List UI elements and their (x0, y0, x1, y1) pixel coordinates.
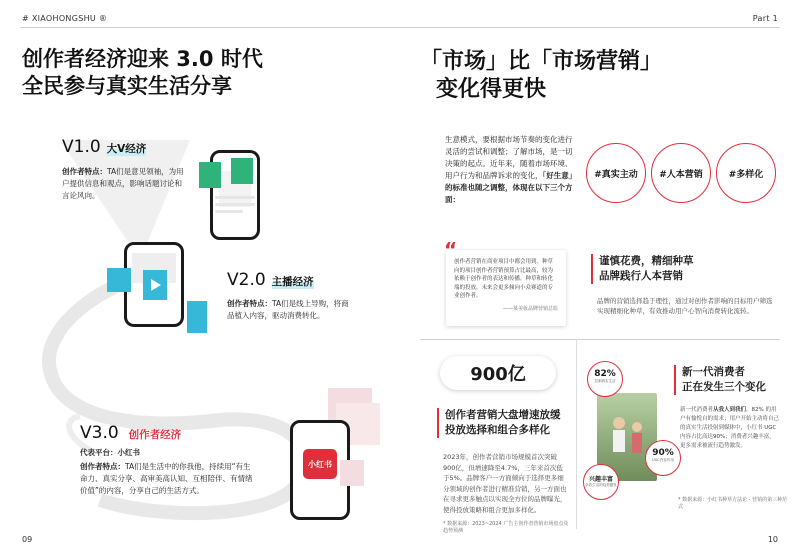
quote-card (444, 238, 566, 326)
tag-pill-2: #人本营销 (651, 143, 711, 203)
xhs-logo: 小红书 (303, 449, 337, 479)
v3-platform-name: 小红书 (117, 448, 140, 457)
badge-90-sub: UGC内容作用 (652, 458, 674, 462)
sec2-note: * 数据来源：2023~2024 广告主创作者营销市场盘点及趋势预测 (443, 521, 569, 534)
brand-header: # XIAOHONGSHU ® (22, 14, 108, 23)
v2-label: 创作者特点： (227, 299, 272, 308)
blue-block (107, 268, 131, 292)
blue-block (187, 301, 207, 333)
sec1-heading (591, 254, 694, 284)
v3-heading (80, 423, 181, 443)
tag-pill-1: #真实主动 (586, 143, 646, 203)
sec3-title-2: 正在发生三个变化 (682, 381, 766, 393)
sec2-heading (437, 408, 561, 438)
sec3-body (680, 406, 780, 451)
v2-tag: 主播经济 (271, 276, 314, 288)
page-number-right: 10 (767, 535, 778, 544)
badge-rich-sub: 多彩生活的趋势激发 (585, 483, 617, 487)
sec2-title-2: 投放选择和组合多样化 (445, 424, 550, 436)
part-label: Part 1 (752, 14, 778, 23)
sec3-body-c: 。82% 的用户有愉悦自的需求；用户开始主动将自己的真实生活投射到媒体中，小红书 UGC 内容占比高达90%；消费者兴趣丰富，更多需求被流行趋势激发。 (680, 407, 780, 449)
intro-body: 生意模式，要根据市场节奏的变化进行灵活的尝试和调整；了解市场，是一切决策的起点。近年来，随着市场环境、用户行为和品牌诉求的变化， (445, 135, 573, 180)
intro-bold: 「好生意」的标准也随之调整，体现在以下三个方面： (445, 171, 573, 204)
v1-label: 创作者特点： (62, 167, 107, 176)
sec3-note: * 数据来源：小红书种草方法论 - 营销的第三种范式 (678, 497, 788, 510)
sec3-title-1: 新一代消费者 (682, 366, 745, 378)
right-title-line2: 变化得更快 (436, 77, 547, 102)
sec3-body-b: 从我人到我们 (713, 407, 747, 413)
quote-source: ——某美妆品牌营销总监 (502, 305, 558, 312)
quote-mark-icon: “ (444, 238, 458, 262)
v2-desc (227, 298, 355, 322)
intro-text (445, 134, 573, 206)
left-title-line1: 创作者经济迎来 3.0 时代 (22, 47, 263, 71)
v3-platform (80, 447, 250, 459)
v3-platform-label: 代表平台： (80, 448, 118, 457)
header-rule (20, 27, 780, 28)
v1-tag: 大V经济 (106, 143, 147, 155)
v1-version: V1.0 (62, 137, 101, 157)
badge-rich (583, 464, 619, 500)
v1-desc-text: TA们是意见领袖，为用户提供信息和观点，影响话题讨论和言论风向。 (62, 167, 184, 200)
sec3-heading (674, 365, 766, 395)
section-divider (420, 339, 780, 340)
tag-pill-3: #多样化 (716, 143, 776, 203)
video-block (143, 270, 167, 300)
badge-82 (587, 361, 623, 397)
text-lines (215, 196, 255, 213)
v3-version: V3.0 (80, 423, 119, 443)
v1-heading (62, 137, 146, 157)
v1-desc (62, 166, 187, 202)
v2-heading (227, 270, 314, 290)
stat-900: 900亿 (440, 356, 556, 390)
sec2-title-1: 创作者营销大盘增速放缓 (445, 409, 561, 421)
v3-desc-text: TA们是生活中的你我他，持续用“有生命力、真实分享、高审美高认知、互相陪伴、有情绪价值”的内容，分享自己的生活方式。 (80, 462, 253, 495)
quote-text: 创作者营销在商业项目中都会用到。种草向的项目创作者营销预算占比最高，较为依赖于创作者的表达和传播。种草和转化端的投放，未来会更多倾向小众赛道的专业创作者。 (454, 259, 554, 299)
badge-82-value: 82% (594, 369, 616, 379)
badge-rich-value: 兴趣丰富 (588, 476, 613, 483)
sec1-title-1: 谨慎花费，精细种草 (599, 255, 694, 267)
sec2-body: 2023年，创作者营销市场规模首次突破900亿，但增速降至4.7%，三年来首次低于5%。品牌客户一方面倾向于选择更多细分领域的创作者进行精准营销，另一方面也在寻求更多触点以实现全方位的品牌曝光，使得投放策略和组合更加多样化。 (443, 453, 567, 514)
green-block (199, 162, 221, 188)
badge-90-value: 90% (652, 448, 674, 458)
left-title-line2: 全民参与真实生活分享 (22, 74, 232, 98)
v3-tag: 创作者经济 (128, 429, 182, 441)
sec3-body-a: 新一代消费者 (680, 407, 714, 413)
sec1-title-2: 品牌践行人本营销 (599, 270, 683, 282)
v3-desc (80, 461, 255, 497)
badge-90 (645, 440, 681, 476)
vertical-divider (576, 339, 577, 529)
right-title-line1: 「市场」比「市场营销」 (420, 49, 663, 74)
page-number-left: 09 (22, 535, 33, 544)
v3-label: 创作者特点： (80, 462, 125, 471)
play-icon (143, 270, 167, 300)
v2-desc-text: TA们是线上导购，将商品植入内容，驱动消费转化。 (227, 299, 349, 320)
pink-block (340, 460, 364, 486)
badge-82-sub: 拉制真实生活 (594, 379, 616, 383)
sec1-body: 品牌的营销选择趋于理性，通过对创作者影响的目标用户筛选实现精细化种草，有效推动用户心智向消费转化流转。 (597, 297, 773, 315)
green-block (231, 158, 253, 184)
v2-version: V2.0 (227, 270, 266, 290)
